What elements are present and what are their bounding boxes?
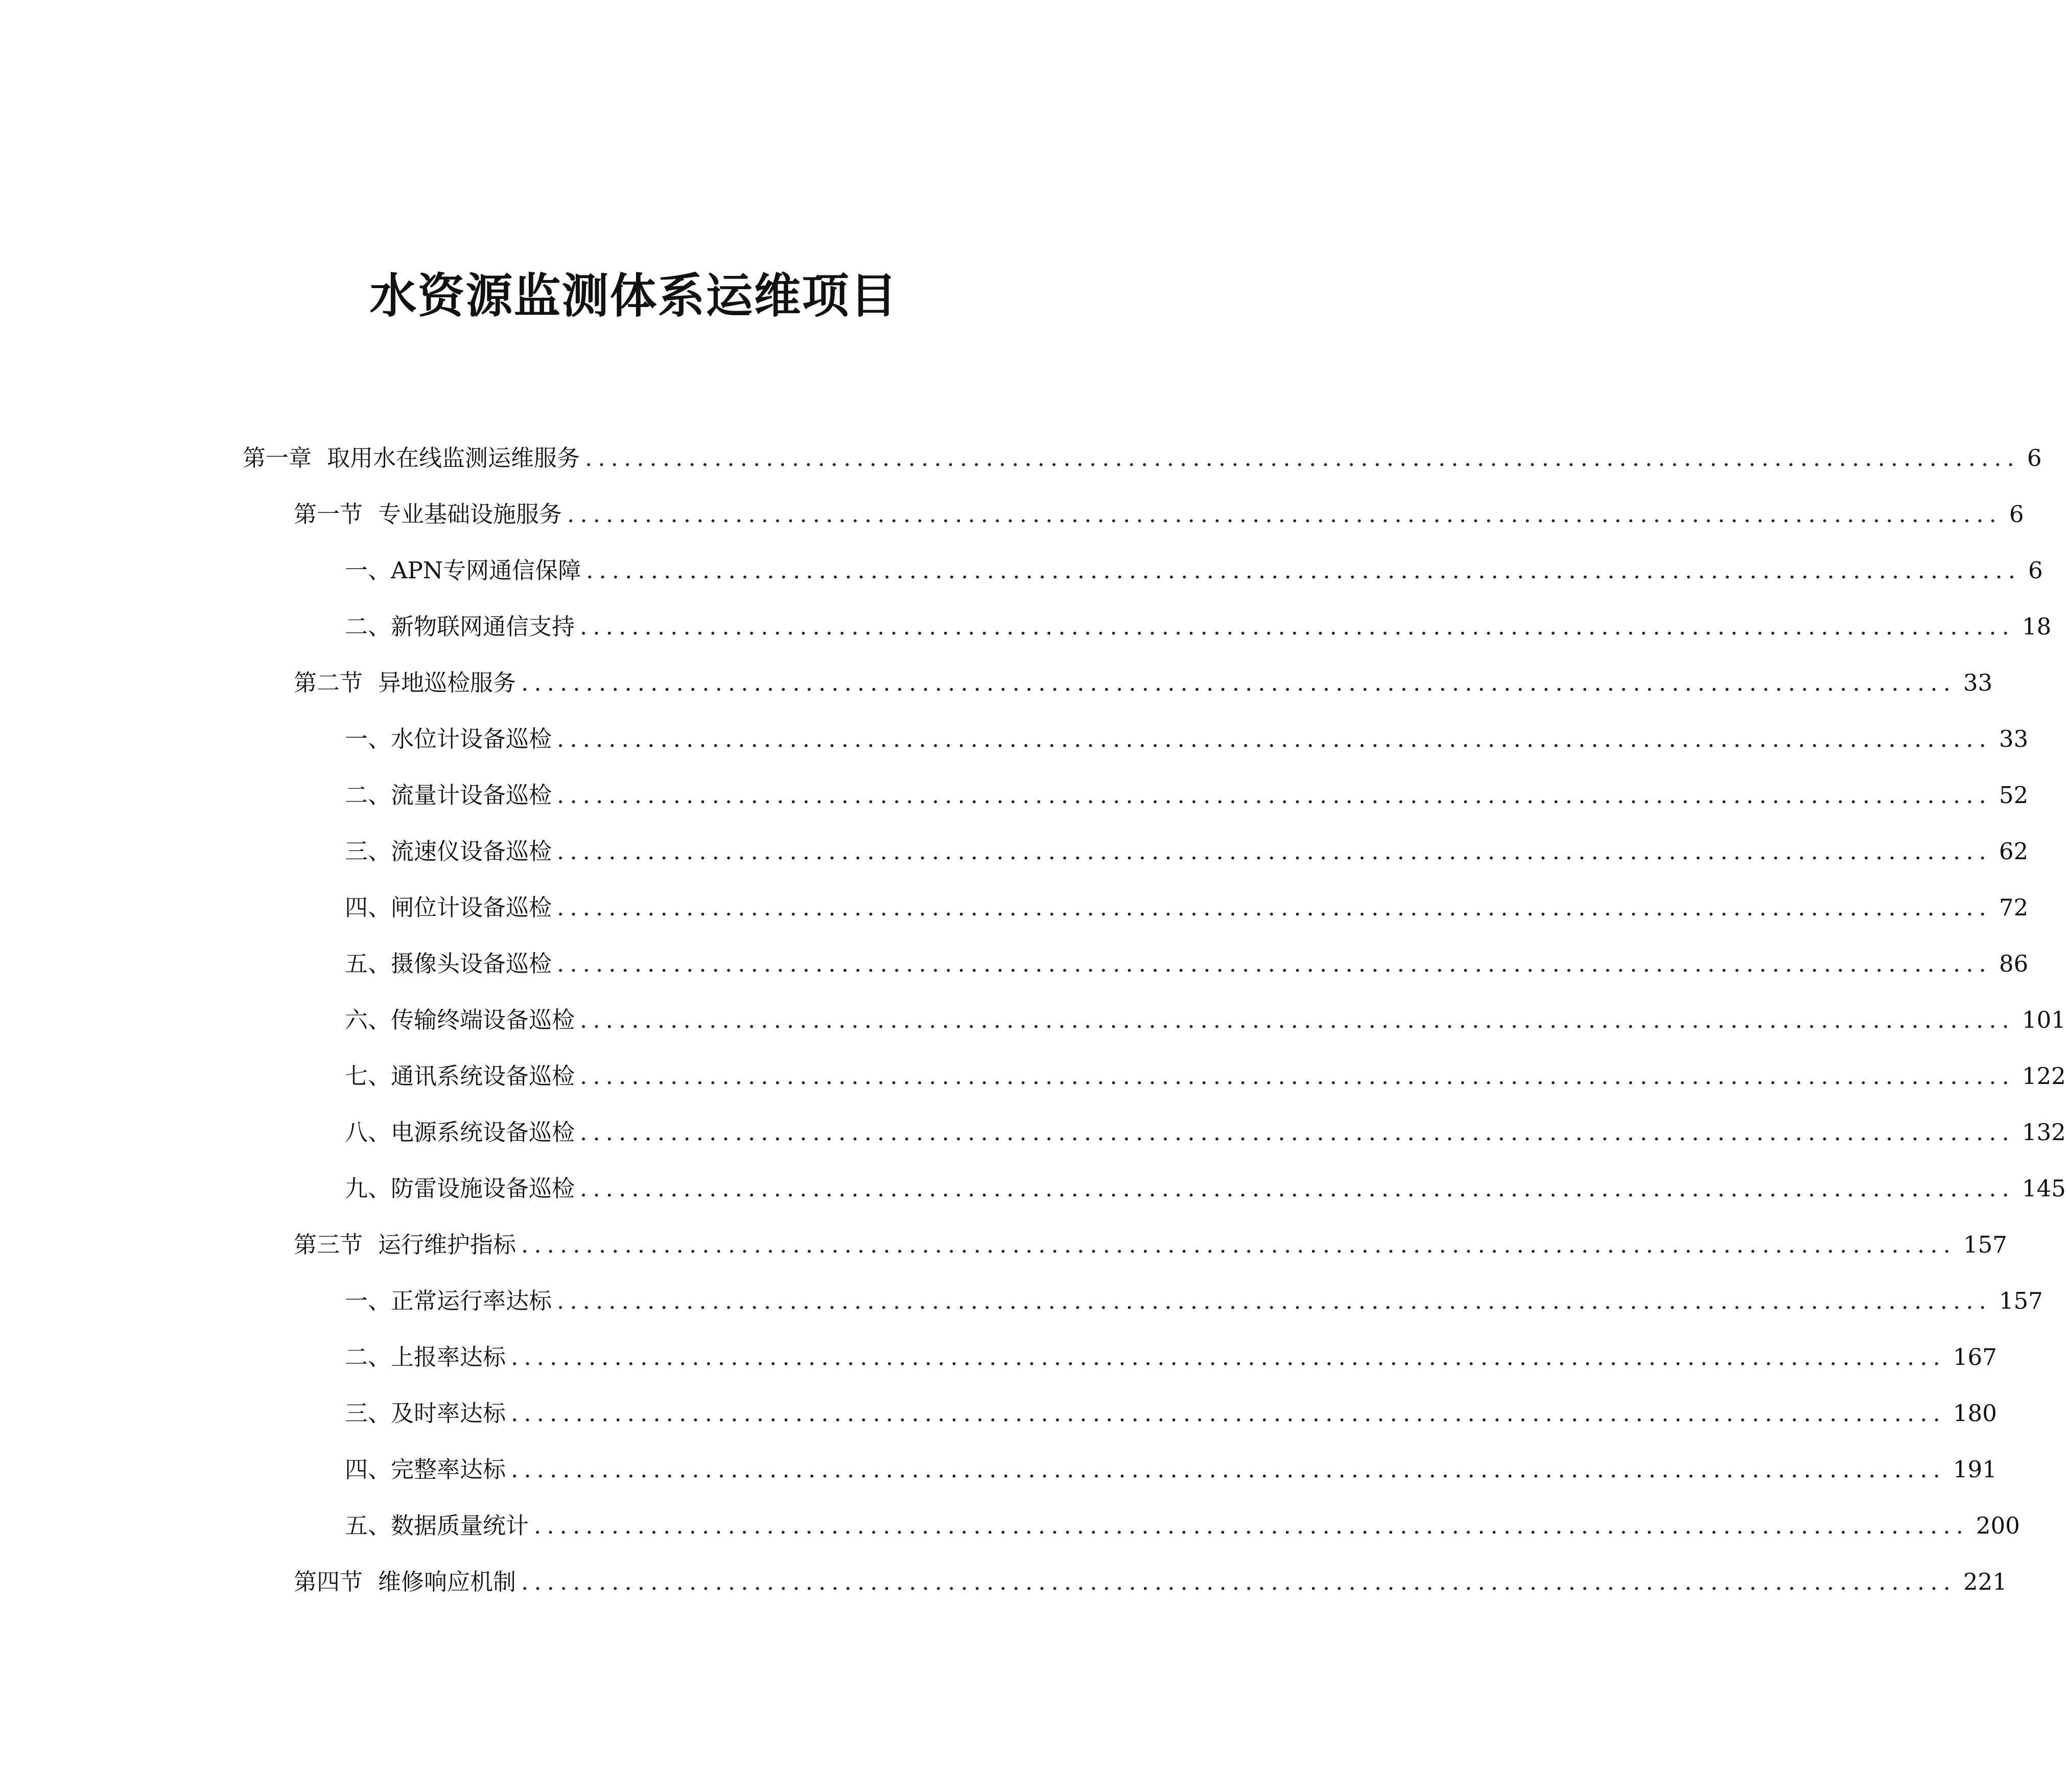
toc-entry-title: 异地巡检服务 [378, 669, 516, 696]
toc-entry-title: 流量计设备巡检 [391, 782, 552, 809]
toc-entry[interactable] [243, 1385, 1997, 1442]
toc-page-number: 6 [2028, 557, 2043, 584]
toc-entry-title: 专业基础设施服务 [378, 501, 562, 528]
toc-entry-marker: 四、 [345, 1456, 391, 1483]
toc-entry[interactable] [243, 599, 2052, 655]
toc-entry-marker: 六、 [345, 1006, 391, 1033]
toc-dot-leader: ............................................................................................................... [557, 725, 1992, 752]
toc-entry-title: 摄像头设备巡检 [391, 950, 552, 977]
toc-entry-marker: 第一节 [294, 501, 363, 528]
toc-entry-title: 流速仪设备巡检 [391, 838, 552, 865]
toc-entry[interactable] [243, 1498, 2020, 1554]
toc-dot-leader: ............................................................................................................... [580, 1175, 2015, 1202]
toc-entry-title: 新物联网通信支持 [391, 613, 575, 640]
toc-entry-title: 及时率达标 [391, 1400, 506, 1427]
toc-dot-leader: ............................................................................................................... [557, 782, 1992, 809]
toc-entry[interactable] [243, 1273, 2043, 1329]
toc-dot-leader: ............................................................................................................... [586, 557, 2021, 584]
toc-dot-leader: ............................................................................................................... [511, 1343, 1946, 1371]
toc-entry[interactable] [243, 1329, 1997, 1385]
toc-entry-title: 正常运行率达标 [391, 1287, 552, 1314]
toc-dot-leader: ............................................................................................................... [534, 1512, 1969, 1539]
toc-page-number: 145 [2022, 1175, 2066, 1202]
toc-entry-title: 取用水在线监测运维服务 [327, 444, 580, 471]
toc-page-number: 122 [2022, 1063, 2066, 1090]
toc-entry-marker: 一、 [345, 1287, 391, 1314]
toc-dot-leader: ............................................................................................................... [567, 501, 2002, 528]
toc-entry[interactable] [243, 1161, 2066, 1217]
toc-page-number: 72 [1999, 894, 2029, 921]
toc-page-number: 132 [2022, 1119, 2066, 1146]
toc-dot-leader: ............................................................................................................... [521, 669, 1956, 696]
toc-entry-title: 防雷设施设备巡检 [391, 1175, 575, 1202]
toc-page-number: 221 [1963, 1568, 2007, 1595]
toc-entry[interactable] [243, 1442, 1997, 1498]
toc-entry-title: 数据质量统计 [391, 1512, 529, 1539]
toc-entry[interactable] [243, 711, 2029, 767]
toc-page-number: 18 [2022, 613, 2052, 640]
toc-entry-marker: 第二节 [294, 669, 363, 696]
toc-dot-leader: ............................................................................................................... [580, 1063, 2015, 1090]
toc-dot-leader: ............................................................................................................... [557, 838, 1992, 865]
toc-entry-marker: 三、 [345, 1400, 391, 1427]
toc-entry-marker: 五、 [345, 950, 391, 977]
toc-entry[interactable] [243, 1554, 2007, 1610]
toc-entry-marker: 三、 [345, 838, 391, 865]
toc-entry-title: 水位计设备巡检 [391, 725, 552, 752]
toc-page-number: 52 [1999, 782, 2029, 809]
toc-dot-leader: ............................................................................................................... [580, 613, 2015, 640]
toc-dot-leader: ............................................................................................................... [521, 1231, 1956, 1258]
toc-entry-title: 电源系统设备巡检 [391, 1119, 575, 1146]
toc-entry-marker: 七、 [345, 1063, 391, 1090]
toc-page-number: 62 [1999, 838, 2029, 865]
toc-page-number: 167 [1953, 1343, 1997, 1371]
toc-page-number: 6 [2027, 444, 2042, 471]
toc-dot-leader: ............................................................................................................... [511, 1400, 1946, 1427]
toc-dot-leader: ............................................................................................................... [580, 1006, 2015, 1033]
toc-page-number: 6 [2009, 501, 2024, 528]
toc-dot-leader: ............................................................................................................... [557, 1287, 1992, 1314]
toc-entry[interactable] [243, 823, 2029, 880]
toc-page-number: 200 [1976, 1512, 2020, 1539]
toc-entry-title: 上报率达标 [391, 1343, 506, 1371]
toc-entry[interactable] [243, 543, 2043, 599]
toc-entry-marker: 八、 [345, 1119, 391, 1146]
toc-entry-title: APN专网通信保障 [391, 557, 581, 584]
toc-entry-marker: 一、 [345, 557, 391, 584]
toc-page-number: 33 [1999, 725, 2029, 752]
toc-page-number: 101 [2022, 1006, 2066, 1033]
toc-entry-marker: 四、 [345, 894, 391, 921]
toc-entry-marker: 第一章 [243, 444, 312, 471]
toc-page-number: 157 [1999, 1287, 2043, 1314]
toc-entry[interactable] [243, 486, 2024, 543]
toc-page-number: 157 [1963, 1231, 2007, 1258]
toc-entry-title: 维修响应机制 [378, 1568, 516, 1595]
toc-dot-leader: ............................................................................................................... [557, 950, 1992, 977]
table-of-contents [243, 430, 2066, 1610]
toc-dot-leader: ............................................................................................................... [557, 894, 1992, 921]
toc-entry[interactable] [243, 1104, 2066, 1161]
toc-dot-leader: ............................................................................................................... [511, 1456, 1946, 1483]
toc-entry-title: 通讯系统设备巡检 [391, 1063, 575, 1090]
toc-entry-title: 闸位计设备巡检 [391, 894, 552, 921]
toc-dot-leader: ............................................................................................................... [521, 1568, 1956, 1595]
toc-entry[interactable] [243, 430, 2042, 486]
toc-entry-marker: 二、 [345, 782, 391, 809]
toc-entry[interactable] [243, 767, 2029, 823]
toc-entry-marker: 二、 [345, 613, 391, 640]
toc-page-number: 33 [1963, 669, 1993, 696]
toc-dot-leader: ............................................................................................................... [580, 1119, 2015, 1146]
toc-page-number: 86 [1999, 950, 2029, 977]
toc-page-number: 191 [1953, 1456, 1997, 1483]
toc-entry-title: 完整率达标 [391, 1456, 506, 1483]
toc-dot-leader: ............................................................................................................... [585, 444, 2020, 471]
toc-entry-marker: 第三节 [294, 1231, 363, 1258]
toc-entry-title: 运行维护指标 [378, 1231, 516, 1258]
toc-entry-title: 传输终端设备巡检 [391, 1006, 575, 1033]
toc-entry-marker: 五、 [345, 1512, 391, 1539]
toc-entry[interactable] [243, 1048, 2066, 1104]
toc-entry[interactable] [243, 992, 2066, 1048]
document-title: 水资源监测体系运维项目 [369, 269, 898, 323]
toc-entry-marker: 一、 [345, 725, 391, 752]
toc-entry[interactable] [243, 655, 1993, 711]
toc-entry-marker: 第四节 [294, 1568, 363, 1595]
toc-entry-marker: 九、 [345, 1175, 391, 1202]
toc-entry-marker: 二、 [345, 1343, 391, 1371]
toc-entry[interactable] [243, 880, 2029, 936]
toc-page-number: 180 [1953, 1400, 1997, 1427]
toc-entry[interactable] [243, 936, 2029, 992]
toc-entry[interactable] [243, 1217, 2007, 1273]
